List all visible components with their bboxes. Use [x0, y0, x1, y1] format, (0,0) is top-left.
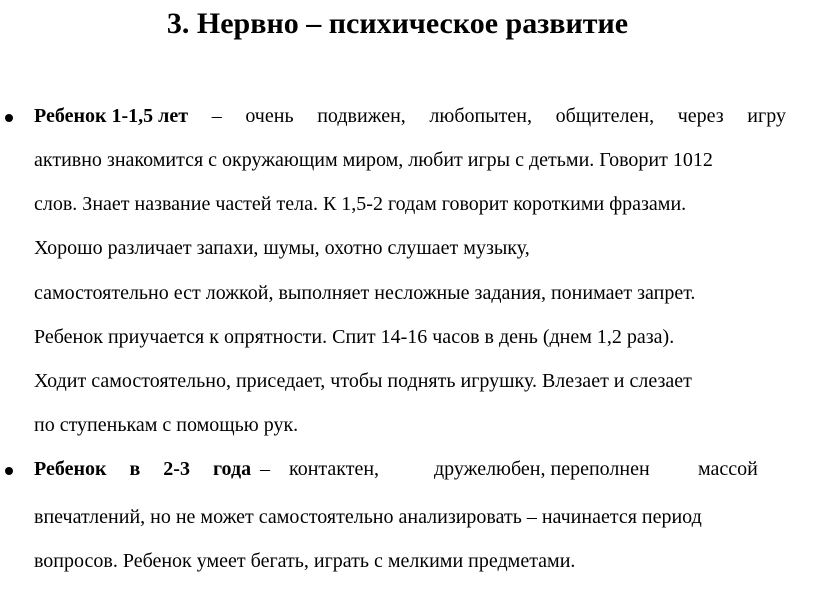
- text-line: слов. Знает название частей тела. К 1,5-2 годам говорит короткими фразами.: [34, 193, 687, 215]
- word: общителен,: [555, 105, 655, 127]
- word: подвижен,: [317, 105, 406, 127]
- bullet-marker: [5, 467, 13, 475]
- text-line: Ходит самостоятельно, приседает, чтобы поднять игрушку. Влезает и слезает: [34, 370, 692, 392]
- text-line: по ступенькам с помощью рук.: [34, 414, 299, 436]
- word: любопытен,: [429, 105, 532, 127]
- word: –: [211, 105, 222, 127]
- word: дружелюбен, переполнен: [434, 458, 650, 480]
- word: игру: [747, 105, 786, 127]
- text-line: Ребенок приучается к опрятности. Спит 14-16 часов в день (днем 1,2 раза).: [34, 326, 675, 348]
- slide-title: 3. Нервно – психическое развитие: [166, 7, 629, 40]
- bullet-marker: [5, 114, 13, 122]
- text-line: вопросов. Ребенок умеет бегать, играть с мелкими предметами.: [34, 550, 576, 572]
- text-line: [34, 104, 786, 128]
- bullet-heading: Ребенок в 2-3 года: [34, 458, 252, 480]
- text-line: впечатлений, но не может самостоятельно анализировать – начинается период: [34, 506, 702, 528]
- text-line: активно знакомится с окружающим миром, любит игры с детьми. Говорит 1012: [34, 149, 713, 171]
- text-line: самостоятельно ест ложкой, выполняет несложные задания, понимает запрет.: [34, 282, 696, 304]
- word: очень: [245, 105, 294, 127]
- word: – контактен,: [260, 458, 380, 480]
- text-line: Хорошо различает запахи, шумы, охотно слушает музыку,: [34, 237, 530, 259]
- word: через: [677, 105, 724, 127]
- bullet-heading: Ребенок 1-1,5 лет: [34, 105, 189, 127]
- word: массой: [698, 458, 758, 480]
